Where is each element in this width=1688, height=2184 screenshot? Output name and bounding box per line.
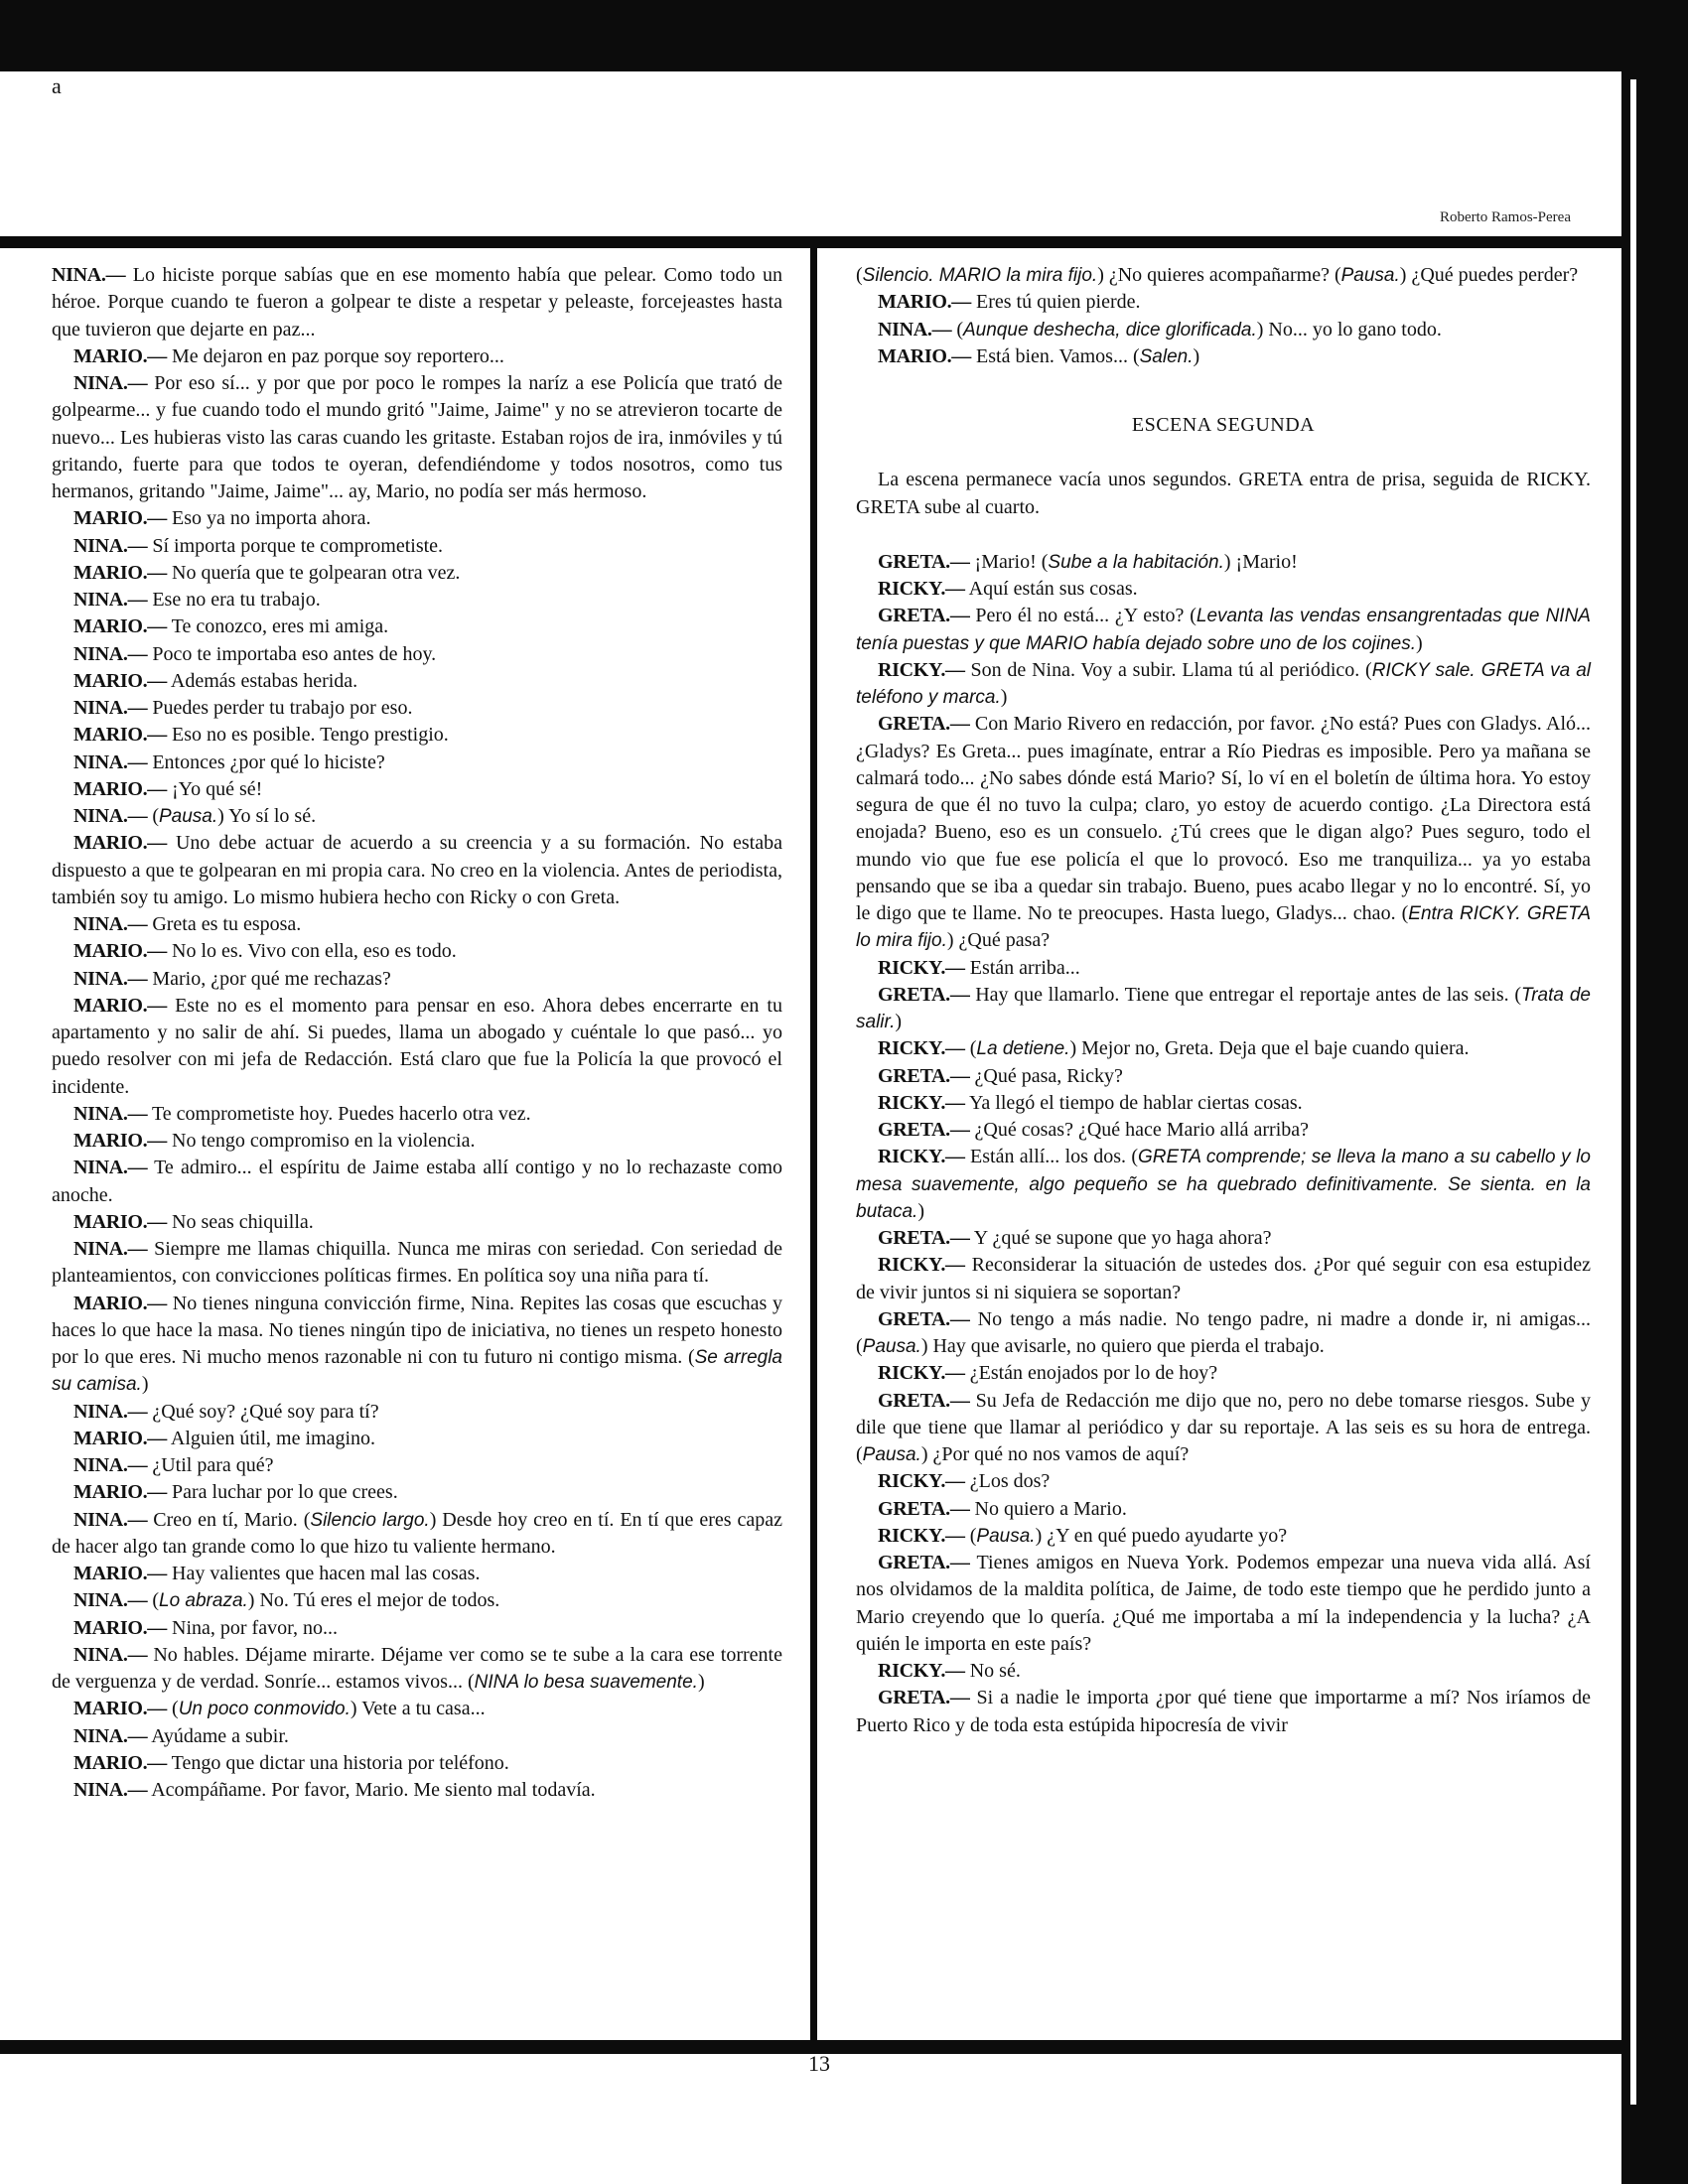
dialogue-text: ¿Util para qué? [147,1454,274,1476]
dialogue-text: No tengo a más nadie. No tengo padre, ni madre a donde ir, ni amigas... ( [856,1307,1591,1357]
dialogue-text: Aquí están sus cosas. [964,578,1138,600]
dialogue-text: Te comprometiste hoy. Puedes hacerlo otra vez. [147,1102,531,1125]
dialogue-text: Por eso sí... y por que por poco le rompes la naríz a ese Policía que trató de golpearme... y fue cuando todo el mundo gritó "Jaime, Jaime" y no se atrevieron tocarte de nuevo... Les hubieras visto las caras cuando les gritaste. Estaban rojos de ira, inmóviles y tú gritando, fuerte para que todos te oyeran, defendiéndome y todos nosotros, como tus hermanos, gritando "Jaime, Jaime"... ay, Mario, no podía ser más hermoso. [52,372,782,502]
dialogue-text: ) Vete a tu casa... [350,1698,486,1720]
dialogue-text: ( [951,318,963,341]
stage-direction: Sube a la habitación. [1048,551,1224,573]
dialogue-text: ) ¿No quieres acompañarme? ( [1097,264,1341,286]
dialogue-text: ) Desde hoy creo en tí. En tí que eres capaz de hacer algo tan grande como lo que hizo tu valiente hermano. [52,1508,782,1558]
speaker-name: MARIO.— [73,669,168,692]
stage-direction: Salen. [1139,345,1194,367]
stage-direction: RICKY sale. GRETA va al teléfono y marca. [856,659,1591,708]
stage-direction: Pausa. [862,1336,921,1357]
speaker-name: GRETA.— [878,1119,970,1141]
dialogue-text: No hables. Déjame mirarte. Déjame ver como se te sube a la cara ese torrente de verguenza y de verdad. Sonríe... estamos vivos... ( [52,1643,782,1693]
speaker-name: MARIO.— [73,507,168,530]
dialogue-line [856,576,1591,603]
speaker-name: RICKY.— [878,1362,965,1385]
speaker-name: NINA.— [73,697,148,719]
speaker-name: MARIO.— [878,291,972,314]
dialogue-line [856,549,1591,576]
dialogue-text: Su Jefa de Redacción me dijo que no, pero no debe tomarse riesgos. Sube y dile que tiene que llamar al periódico y dar su reportaje. A las seis es su hora de entrega. ( [856,1389,1591,1465]
dialogue-text: ¿Qué cosas? ¿Qué hace Mario allá arriba? [969,1119,1310,1141]
dialogue-text: No tienes ninguna convicción firme, Nina. Repites las cosas que escuchas y haces lo que hace la masa. No tienes ningún tipo de iniciativa, no tienes un respeto honesto por lo que eres. Ni mucho menos razonable ni con tu futuro ni contigo misma. ( [52,1292,782,1368]
dialogue-line [52,1777,782,1804]
dialogue-text: ) No... yo lo gano todo. [1256,318,1442,341]
dialogue-line [52,370,782,505]
dialogue-text: Con Mario Rivero en redacción, por favor. ¿No está? Pues con Gladys. Aló...¿Gladys? Es Greta... pues imagínate, entrar a Río Piedras es imposible. Pero ya mañana se calmará todo... ¿No sabes dónde está Mario? Sí, lo ví en el boletín de última hora. Yo estoy segura de que él no tuvo la culpa; claro, yo estoy de acuerdo contigo. ¿La Directora está enojada? Bueno, eso es un consuelo. ¿Tú crees que le digan algo? Pues seguro, todo el mundo vio que fue ese policía el que lo provocó. Eso me tranquiliza... ya yo estaba pensando que se iba a quedar sin trabajo. Bueno, pues acabo llegar y no lo encontré. Sí, yo le digo que te llame. No te preocupes. Hasta luego, Gladys... chao. ( [856,713,1591,924]
dialogue-text: Para luchar por lo que crees. [167,1481,398,1504]
dialogue-line [52,1723,782,1750]
dialogue-line [52,1128,782,1155]
speaker-name: MARIO.— [73,994,168,1017]
speaker-name: MARIO.— [73,1292,168,1314]
dialogue-line [52,911,782,938]
dialogue-line [856,1035,1591,1062]
dialogue-text: ( [147,805,159,827]
speaker-name: GRETA.— [878,1389,970,1412]
dialogue-line [52,343,782,370]
dialogue-text: Puedes perder tu trabajo por eso. [147,697,413,719]
dialogue-text: ) [895,1011,903,1032]
dialogue-line [52,1507,782,1562]
speaker-name: MARIO.— [73,1698,168,1720]
stage-direction: Lo abraza. [159,1590,248,1612]
dialogue-line [856,1252,1591,1306]
stage-narration [856,467,1591,521]
dialogue-line [856,657,1591,712]
speaker-name: NINA.— [73,1102,148,1125]
dialogue-text: Ese no era tu trabajo. [147,589,321,611]
speaker-name: NINA.— [73,967,148,990]
dialogue-line [52,830,782,911]
dialogue-line [52,1399,782,1426]
dialogue-text: ) [1193,344,1200,367]
dialogue-text: ) ¿Por qué no nos vamos de aquí? [920,1443,1190,1465]
speaker-name: GRETA.— [878,605,970,627]
dialogue-line [52,1750,782,1777]
stage-direction: Silencio. MARIO la mira fijo. [862,265,1098,286]
dialogue-line [856,1063,1591,1090]
dialogue-text: Uno debe actuar de acuerdo a su creencia y a su formación. No estaba dispuesto a que te golpearan en mi propia cara. No creo en la violencia. Antes de periodista, también soy tu amigo. Lo mismo hubiera hecho con Ricky o con Greta. [52,832,782,908]
dialogue-text: ¿Qué soy? ¿Qué soy para tí? [147,1400,379,1423]
speaker-name: MARIO.— [878,344,972,367]
speaker-name: MARIO.— [73,777,168,800]
dialogue-line [856,262,1591,289]
speaker-name: NINA.— [73,534,148,557]
speaker-name: RICKY.— [878,578,965,600]
dialogue-line [52,262,782,343]
speaker-name: RICKY.— [878,1660,965,1682]
speaker-name: GRETA.— [878,1227,970,1249]
dialogue-line [52,803,782,830]
dialogue-line [52,1426,782,1452]
speaker-name: GRETA.— [878,713,970,736]
dialogue-text: ( [856,264,863,286]
stage-direction: Aunque deshecha, dice glorificada. [963,319,1257,341]
left-column [52,262,782,1804]
dialogue-line [52,533,782,560]
dialogue-text: ) Hay que avisarle, no quiero que pierda el trabajo. [920,1335,1325,1357]
speaker-name: MARIO.— [73,724,168,747]
dialogue-text: Ayúdame a subir. [147,1724,289,1747]
stage-direction: Entra RICKY. GRETA lo mira fijo. [856,903,1591,952]
speaker-name: NINA.— [73,913,148,935]
dialogue-line [52,1236,782,1291]
speaker-name: GRETA.— [878,983,970,1006]
dialogue-text: ( [964,1524,977,1547]
speaker-name: RICKY.— [878,1037,965,1060]
dialogue-text: Eres tú quien pierde. [971,291,1141,314]
dialogue-line [52,1642,782,1697]
scene-title [856,412,1591,439]
dialogue-text: No seas chiquilla. [167,1210,314,1233]
right-column [856,262,1591,1739]
dialogue-text: ) ¿Qué pasa? [946,929,1051,952]
dialogue-text: Está bien. Vamos... ( [971,344,1140,367]
speaker-name: NINA.— [73,1589,148,1612]
dialogue-line [52,1155,782,1209]
dialogue-text: No tengo compromiso en la violencia. [167,1130,476,1152]
stage-direction: Pausa. [976,1525,1036,1547]
speaker-name: NINA.— [73,642,148,665]
dialogue-text: ¡Mario! ( [969,550,1049,573]
dialogue-text: No lo es. Vivo con ella, eso es todo. [167,940,457,963]
dialogue-text: Te admiro... el espíritu de Jaime estaba allí contigo y no lo rechazaste como anoche. [52,1157,782,1206]
dialogue-text: ) No. Tú eres el mejor de todos. [247,1589,500,1612]
dialogue-line [52,1101,782,1128]
stage-direction: NINA lo besa suavemente. [474,1672,698,1693]
dialogue-line [52,1696,782,1722]
dialogue-line [52,938,782,965]
dialogue-line [856,711,1591,954]
dialogue-line [856,1550,1591,1658]
dialogue-line [856,982,1591,1036]
speaker-name: NINA.— [73,372,148,394]
dialogue-text: Este no es el momento para pensar en eso. Ahora debes encerrarte en tu apartamento y no salir de ahí. Si puedes, llama un abogado y cuéntale lo que pasó... yo puedo resolver con mi jefa de Redacción. Está claro que fue la Policía la que provocó el incidente. [52,994,782,1098]
page-number: 13 [808,2051,830,2076]
speaker-name: GRETA.— [878,1687,970,1709]
speaker-name: NINA.— [73,1400,148,1423]
dialogue-text: No sé. [964,1660,1021,1682]
dialogue-line [856,1360,1591,1387]
dialogue-line [856,1658,1591,1685]
speaker-name: MARIO.— [73,832,168,855]
dialogue-text: Hay que llamarlo. Tiene que entregar el reportaje antes de las seis. ( [969,983,1521,1006]
dialogue-text: ( [964,1037,977,1060]
stage-direction: Trata de salir. [856,984,1591,1032]
dialogue-text: ) ¿Y en qué puedo ayudarte yo? [1035,1524,1288,1547]
dialogue-line [52,614,782,640]
dialogue-line [52,505,782,532]
dialogue-text: No quería que te golpearan otra vez. [167,561,461,584]
speaker-name: MARIO.— [73,561,168,584]
dialogue-line [52,966,782,993]
stage-direction: Un poco conmovido. [178,1699,351,1720]
speaker-name: NINA.— [73,1454,148,1476]
stage-direction: Se arregla su camisa. [52,1347,782,1396]
speaker-name: NINA.— [73,1508,148,1531]
speaker-name: GRETA.— [878,1552,970,1573]
dialogue-line [856,1468,1591,1495]
dialogue-text: Acompáñame. Por favor, Mario. Me siento mal todavía. [147,1779,596,1801]
dialogue-text: ESCENA SEGUNDA [1131,414,1316,436]
dialogue-text: Eso ya no importa ahora. [167,507,371,530]
stage-direction: Silencio largo. [310,1509,430,1531]
speaker-name: NINA.— [73,1157,148,1179]
speaker-name: MARIO.— [73,1751,168,1774]
stage-direction: Pausa. [1340,265,1400,286]
stage-direction: La detiene. [976,1038,1070,1060]
dialogue-line [856,603,1591,657]
speaker-name: NINA.— [73,1238,148,1260]
dialogue-line [856,1306,1591,1361]
dialogue-line [52,560,782,587]
dialogue-text: Tengo que dictar una historia por teléfono. [167,1751,509,1774]
dialogue-line [52,1587,782,1614]
scan-top-border [0,0,1688,71]
dialogue-line [856,1144,1591,1225]
dialogue-text: ) [1416,631,1423,654]
speaker-name: GRETA.— [878,550,970,573]
dialogue-text: ) ¡Mario! [1223,550,1298,573]
dialogue-text: Reconsiderar la situación de ustedes dos. ¿Por qué seguir con esa estupidez de vivir juntos si ni siquiera se soportan? [856,1254,1591,1303]
dialogue-text: Te conozco, eres mi amiga. [167,615,389,638]
speaker-name: RICKY.— [878,1254,965,1277]
dialogue-line [52,1291,782,1399]
speaker-name: NINA.— [73,1724,148,1747]
speaker-name: MARIO.— [73,940,168,963]
dialogue-line [856,343,1591,370]
dialogue-text: Siempre me llamas chiquilla. Nunca me miras con seriedad. Con seriedad de planteamientos, con convicciones políticas firmes. En política soy una niña para tí. [52,1238,782,1288]
dialogue-text: ¿Están enojados por lo de hoy? [964,1362,1218,1385]
dialogue-text: Sí importa porque te comprometiste. [147,534,444,557]
dialogue-line [52,750,782,776]
dialogue-text: Eso no es posible. Tengo prestigio. [167,724,449,747]
dialogue-text: Creo en tí, Mario. ( [147,1508,311,1531]
speaker-name: NINA.— [73,1779,148,1801]
speaker-name: RICKY.— [878,1091,965,1114]
dialogue-line [856,1523,1591,1550]
dialogue-line [52,695,782,722]
speaker-name: GRETA.— [878,1064,970,1087]
dialogue-line [52,722,782,749]
dialogue-text: No quiero a Mario. [969,1497,1127,1520]
dialogue-line [856,955,1591,982]
dialogue-text: La escena permanece vacía unos segundos. GRETA entra de prisa, seguida de RICKY. GRETA sube al cuarto. [856,469,1591,518]
dialogue-line [856,317,1591,343]
dialogue-text: Son de Nina. Voy a subir. Llama tú al periódico. ( [964,658,1372,681]
speaker-name: MARIO.— [73,1427,168,1449]
speaker-name: NINA.— [73,751,148,773]
dialogue-line [856,1685,1591,1739]
speaker-name: RICKY.— [878,1470,965,1493]
dialogue-text: ) [141,1373,149,1396]
stage-direction: Pausa. [159,806,218,827]
speaker-name: MARIO.— [73,1563,168,1584]
speaker-name: NINA.— [73,1643,148,1666]
dialogue-line [856,1090,1591,1117]
scan-right-border-gap [1630,79,1636,2105]
speaker-name: NINA.— [52,264,126,286]
dialogue-line [856,1496,1591,1523]
dialogue-line [52,1452,782,1479]
header-rule [0,236,1621,248]
dialogue-text: ) [917,1199,924,1222]
speaker-name: RICKY.— [878,658,965,681]
dialogue-text: Hay valientes que hacen mal las cosas. [167,1563,481,1584]
dialogue-text: Greta es tu esposa. [147,913,302,935]
dialogue-line [52,587,782,614]
dialogue-line [52,1479,782,1506]
dialogue-line [856,289,1591,316]
dialogue-text: Están arriba... [964,956,1080,979]
speaker-name: MARIO.— [73,344,168,367]
dialogue-text: ( [167,1698,179,1720]
speaker-name: GRETA.— [878,1307,970,1330]
dialogue-text: ¡Yo qué sé! [167,777,263,800]
dialogue-text: ) Mejor no, Greta. Deja que el baje cuando quiera. [1069,1037,1470,1060]
dialogue-text: Ya llegó el tiempo de hablar ciertas cosas. [964,1091,1303,1114]
stage-direction: Levanta las vendas ensangrentadas que NINA tenía puestas y que MARIO había dejado sobre uno de los cojines. [856,606,1591,654]
dialogue-text: Nina, por favor, no... [167,1616,338,1639]
speaker-name: GRETA.— [878,1497,970,1520]
dialogue-line [856,1225,1591,1252]
dialogue-line [52,1561,782,1587]
dialogue-line [52,1209,782,1236]
dialogue-text: ¿Qué pasa, Ricky? [969,1064,1123,1087]
speaker-name: MARIO.— [73,1130,168,1152]
dialogue-line [52,1615,782,1642]
dialogue-text: Lo hiciste porque sabías que en ese momento había que pelear. Como todo un héroe. Porque cuando te fueron a golpear te diste a respetar y peleaste, forcejeastes hasta que tuvieron que dejarte en paz... [52,264,782,341]
dialogue-line [52,668,782,695]
speaker-name: MARIO.— [73,1616,168,1639]
speaker-name: NINA.— [878,318,952,341]
dialogue-text: Entonces ¿por qué lo hiciste? [147,751,385,773]
speaker-name: RICKY.— [878,1524,965,1547]
dialogue-line [52,993,782,1101]
dialogue-text: Tienes amigos en Nueva York. Podemos empezar una nueva vida allá. Así nos olvidamos de la maldita política, de Jaime, de todo este tiempo que he perdido junto a Mario creyendo que lo quería. ¿Qué me importaba a mí la independencia y la lucha? ¿A quién le importa en este país? [856,1552,1591,1655]
stage-direction: Pausa. [862,1444,921,1465]
dialogue-text: Mario, ¿por qué me rechazas? [147,967,391,990]
dialogue-text: ) [697,1671,705,1693]
dialogue-text: Me dejaron en paz porque soy reportero... [167,344,504,367]
speaker-name: NINA.— [73,589,148,611]
dialogue-line [52,641,782,668]
dialogue-text: ¿Los dos? [964,1470,1051,1493]
speaker-name: NINA.— [73,805,148,827]
dialogue-line [856,1388,1591,1469]
speaker-name: RICKY.— [878,956,965,979]
dialogue-text: Pero él no está... ¿Y esto? ( [969,605,1196,627]
dialogue-line [52,776,782,803]
speaker-name: RICKY.— [878,1146,965,1168]
dialogue-text: ( [147,1589,159,1612]
dialogue-text: Poco te importaba eso antes de hoy. [147,642,437,665]
dialogue-line [856,1117,1591,1144]
dialogue-text: ) Yo sí lo sé. [217,805,317,827]
speaker-name: MARIO.— [73,1481,168,1504]
stage-direction: GRETA comprende; se lleva la mano a su cabello y lo mesa suavemente, algo pequeño se ha quebrado definitivamente. Se sienta. en la butaca. [856,1147,1591,1222]
speaker-name: MARIO.— [73,1210,168,1233]
dialogue-text: Están allí... los dos. ( [964,1146,1138,1168]
speaker-name: MARIO.— [73,615,168,638]
dialogue-text: ) [1000,686,1008,708]
column-divider [810,248,817,2040]
running-head: Roberto Ramos-Perea [1439,209,1571,225]
dialogue-text: Además estabas herida. [167,669,358,692]
corner-mark: a [52,73,62,98]
dialogue-text: Alguien útil, me imagino. [167,1427,375,1449]
dialogue-text: Y ¿qué se supone que yo haga ahora? [969,1227,1272,1249]
dialogue-text: ) ¿Qué puedes perder? [1399,264,1579,286]
dialogue-text: Si a nadie le importa ¿por qué tiene que importarme a mí? Nos iríamos de Puerto Rico y de toda esta estúpida hipocresía de vivir [856,1687,1591,1736]
